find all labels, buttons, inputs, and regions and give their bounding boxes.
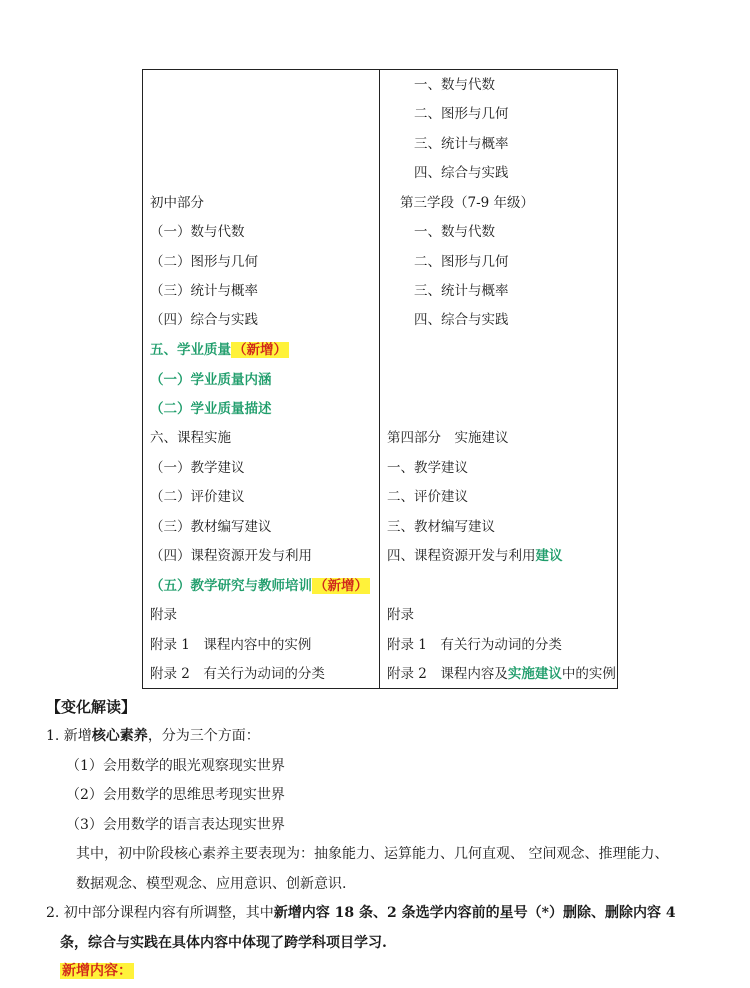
left-row: 附录 1 课程内容中的实例 xyxy=(150,637,312,653)
left-row: 初中部分 xyxy=(150,195,204,211)
appendix2-text-a: 附录 2 课程内容及 xyxy=(387,666,508,682)
left-row: （一）教学建议 xyxy=(150,460,245,476)
right-row: 三、统计与概率 xyxy=(414,283,509,299)
analysis-point-2 xyxy=(46,903,676,923)
right-row: 四、综合与实践 xyxy=(414,312,509,328)
new-tag: （新增） xyxy=(314,578,368,594)
right-row: 附录 1 有关行为动词的分类 xyxy=(387,637,562,653)
competency-item: （1）会用数学的眼光观察现实世界 xyxy=(66,758,285,774)
right-row: 一、数与代数 xyxy=(414,77,495,93)
right-row: 二、图形与几何 xyxy=(414,254,509,270)
left-row: （四）综合与实践 xyxy=(150,312,258,328)
new-content-label-row xyxy=(60,961,134,981)
point-bold-text: 新增内容 18 条、2 条选学内容前的星号（*）删除、删除内容 4 xyxy=(273,905,676,921)
left-row: （四）课程资源开发与利用 xyxy=(150,548,312,564)
right-row: 第三学段（7-9 年级） xyxy=(400,195,535,211)
point-text: 2. 初中部分课程内容有所调整，其中 xyxy=(46,905,274,921)
left-row: 六、课程实施 xyxy=(150,430,231,446)
analysis-point-2-cont: 条，综合与实践在具体内容中体现了跨学科项目学习. xyxy=(60,935,387,951)
right-row: 一、数与代数 xyxy=(414,224,495,240)
right-row-resources xyxy=(387,547,563,565)
left-row: 附录 xyxy=(150,607,177,623)
new-content-label: 新增内容： xyxy=(62,963,132,979)
new-tag: （新增） xyxy=(233,342,287,358)
left-row: （三）教材编写建议 xyxy=(150,519,272,535)
point-bold-text: 核心素养 xyxy=(91,728,148,744)
teacher-training-label: （五）教学研究与教师培训 xyxy=(150,578,312,594)
competency-detail: 数据观念、模型观念、应用意识、创新意识. xyxy=(76,876,347,892)
resources-label: 四、课程资源开发与利用 xyxy=(387,548,536,564)
point-text: ，分为三个方面： xyxy=(147,728,260,744)
left-row-academic-quality xyxy=(150,341,289,359)
competency-detail: 其中，初中阶段核心素养主要表现为：抽象能力、运算能力、几何直观、 空间观念、推理能力、 xyxy=(76,846,669,862)
academic-quality-label: 五、学业质量 xyxy=(150,342,231,358)
right-row: 二、评价建议 xyxy=(387,489,468,505)
competency-item: （2）会用数学的思维思考现实世界 xyxy=(66,787,285,803)
right-row: 二、图形与几何 xyxy=(414,106,509,122)
left-row: （三）统计与概率 xyxy=(150,283,258,299)
right-row: 一、教学建议 xyxy=(387,460,468,476)
right-row: 第四部分 实施建议 xyxy=(387,430,509,446)
left-row: 附录 2 有关行为动词的分类 xyxy=(150,666,325,682)
left-row-new: （一）学业质量内涵 xyxy=(150,372,272,388)
appendix2-text-b: 中的实例 xyxy=(561,666,616,682)
analysis-heading: 【变化解读】 xyxy=(46,698,137,716)
analysis-point-1 xyxy=(46,726,260,746)
competency-item: （3）会用数学的语言表达现实世界 xyxy=(66,817,285,833)
right-row: 三、教材编写建议 xyxy=(387,519,495,535)
left-row-teacher-training xyxy=(150,577,370,595)
added-word: 实施建议 xyxy=(507,666,562,682)
right-row: 附录 xyxy=(387,607,414,623)
right-row: 四、综合与实践 xyxy=(414,165,509,181)
right-row: 三、统计与概率 xyxy=(414,136,509,152)
right-row-appendix2 xyxy=(387,665,616,683)
left-row: （二）评价建议 xyxy=(150,489,245,505)
left-row: （二）图形与几何 xyxy=(150,254,258,270)
added-word: 建议 xyxy=(535,548,563,564)
point-text: 1. 新增 xyxy=(46,728,92,744)
table-column-divider xyxy=(379,69,380,689)
left-row: （一）数与代数 xyxy=(150,224,245,240)
left-row-new: （二）学业质量描述 xyxy=(150,401,272,417)
